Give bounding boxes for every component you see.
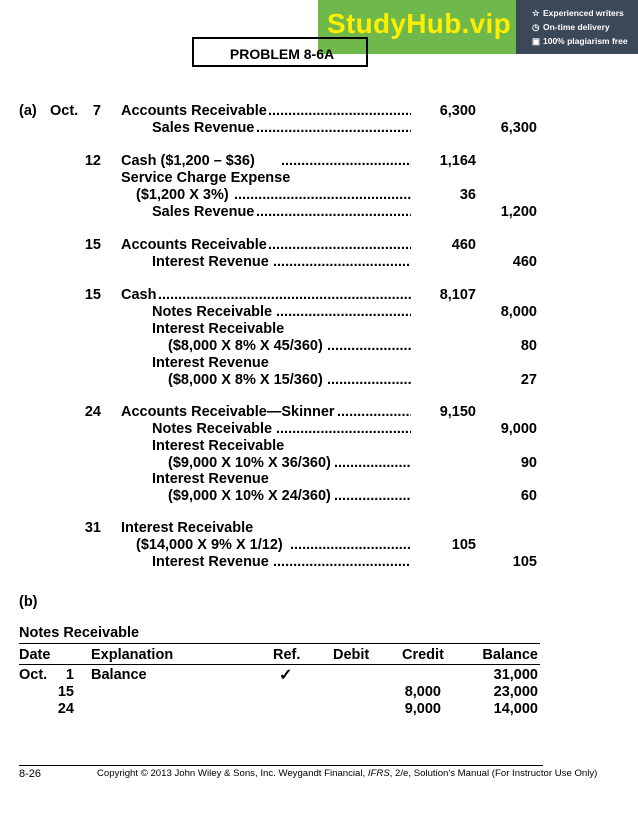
credit-amount: 1,200	[500, 204, 537, 220]
leader-dots	[268, 103, 411, 119]
leader-dots	[290, 537, 411, 553]
journal-calc: ($9,000 X 10% X 36/360)	[168, 455, 331, 471]
footer-rule	[19, 765, 543, 766]
studyhub-logo: StudyHub.vip	[327, 8, 512, 39]
journal-account: Cash ($1,200 – $36)	[121, 153, 255, 169]
credit-amount: 105	[512, 554, 537, 570]
clock-icon: ◷	[532, 22, 540, 32]
journal-month: Oct.	[50, 103, 79, 119]
credit-amount: 80	[520, 338, 537, 354]
debit-amount: 460	[451, 237, 476, 253]
journal-day: 15	[84, 237, 101, 253]
leader-dots	[256, 204, 411, 220]
ledger-credit: 9,000	[404, 701, 441, 717]
leader-dots	[276, 304, 411, 320]
journal-account: Interest Receivable	[152, 321, 285, 337]
leader-dots	[327, 338, 411, 354]
journal-account: Interest Revenue	[152, 254, 269, 270]
journal-account: Interest Revenue	[152, 554, 269, 570]
journal-account: Interest Receivable	[152, 438, 285, 454]
ledger-header-balance: Balance	[482, 647, 538, 663]
ledger-account-title: Notes Receivable	[19, 625, 140, 641]
part-b-label: (b)	[19, 594, 38, 610]
problem-title-box	[192, 37, 368, 67]
journal-calc: ($8,000 X 8% X 45/360)	[168, 338, 323, 354]
journal-account: Sales Revenue	[152, 120, 255, 136]
credit-amount: 90	[520, 455, 537, 471]
journal-day: 24	[84, 404, 101, 420]
ledger-balance: 23,000	[493, 684, 538, 700]
leader-dots	[256, 120, 411, 136]
journal-account: Cash	[121, 287, 157, 303]
credit-amount: 460	[512, 254, 537, 270]
ledger-header-date: Date	[19, 647, 51, 663]
debit-amount: 36	[459, 187, 476, 203]
document-icon: ▣	[532, 36, 541, 46]
feature-ontime: ◷ On-time delivery	[532, 22, 610, 32]
journal-calc: ($1,200 X 3%)	[136, 187, 229, 203]
leader-dots	[276, 421, 411, 437]
journal-day: 15	[84, 287, 101, 303]
leader-dots	[334, 455, 411, 471]
feature-experienced: ☆ Experienced writers	[532, 8, 624, 18]
journal-account: Accounts Receivable	[121, 103, 267, 119]
part-a-label: (a)	[19, 103, 37, 119]
ledger-header-explanation: Explanation	[91, 647, 174, 663]
ledger-balance: 14,000	[493, 701, 538, 717]
leader-dots	[273, 554, 411, 570]
journal-account: Interest Revenue	[152, 471, 269, 487]
copyright-notice: Copyright © 2013 John Wiley & Sons, Inc. Weygandt Financial, IFRS, 2/e, Solution's Manual (For Instructor Use Only)	[97, 768, 598, 779]
journal-calc: ($8,000 X 8% X 15/360)	[168, 372, 323, 388]
debit-amount: 8,107	[439, 287, 476, 303]
debit-amount: 1,164	[439, 153, 476, 169]
ledger-header-debit: Debit	[333, 647, 370, 663]
ledger-credit: 8,000	[404, 684, 441, 700]
debit-amount: 9,150	[439, 404, 476, 420]
credit-amount: 8,000	[500, 304, 537, 320]
journal-day: 31	[84, 520, 101, 536]
leader-dots	[337, 404, 411, 420]
credit-amount: 6,300	[500, 120, 537, 136]
ledger-day: 24	[57, 701, 74, 717]
leader-dots	[281, 153, 411, 169]
ledger-header-ref: Ref.	[273, 647, 301, 663]
journal-day: 12	[84, 153, 101, 169]
ledger-header-credit: Credit	[402, 647, 444, 663]
journal-day: 7	[92, 103, 101, 119]
ledger-top-rule	[19, 643, 540, 644]
leader-dots	[327, 372, 411, 388]
credit-amount: 27	[520, 372, 537, 388]
leader-dots	[268, 237, 411, 253]
leader-dots	[273, 254, 411, 270]
ledger-explanation: Balance	[91, 667, 147, 683]
journal-account: Sales Revenue	[152, 204, 255, 220]
leader-dots	[234, 187, 411, 203]
debit-amount: 6,300	[439, 103, 476, 119]
journal-calc: ($9,000 X 10% X 24/360)	[168, 488, 331, 504]
journal-account: Service Charge Expense	[121, 170, 291, 186]
leader-dots	[334, 488, 411, 504]
journal-account: Interest Revenue	[152, 355, 269, 371]
debit-amount: 105	[451, 537, 476, 553]
journal-account: Accounts Receivable—Skinner	[121, 404, 335, 420]
credit-amount: 60	[520, 488, 537, 504]
journal-account: Accounts Receivable	[121, 237, 267, 253]
credit-amount: 9,000	[500, 421, 537, 437]
leader-dots	[158, 287, 411, 303]
ledger-day: 1	[65, 667, 74, 683]
page-number: 8-26	[19, 768, 42, 780]
checkmark-icon: ✓	[279, 667, 293, 684]
journal-account: Notes Receivable	[152, 304, 273, 320]
journal-calc: ($14,000 X 9% X 1/12)	[136, 537, 283, 553]
journal-account: Notes Receivable	[152, 421, 273, 437]
ledger-day: 15	[57, 684, 74, 700]
problem-title: PROBLEM 8-6A	[229, 46, 335, 62]
feature-plagiarism: ▣ 100% plagiarism free	[532, 36, 628, 46]
ledger-balance: 31,000	[493, 667, 538, 683]
ledger-month: Oct.	[19, 667, 48, 683]
star-icon: ☆	[532, 8, 540, 18]
journal-account: Interest Receivable	[121, 520, 254, 536]
